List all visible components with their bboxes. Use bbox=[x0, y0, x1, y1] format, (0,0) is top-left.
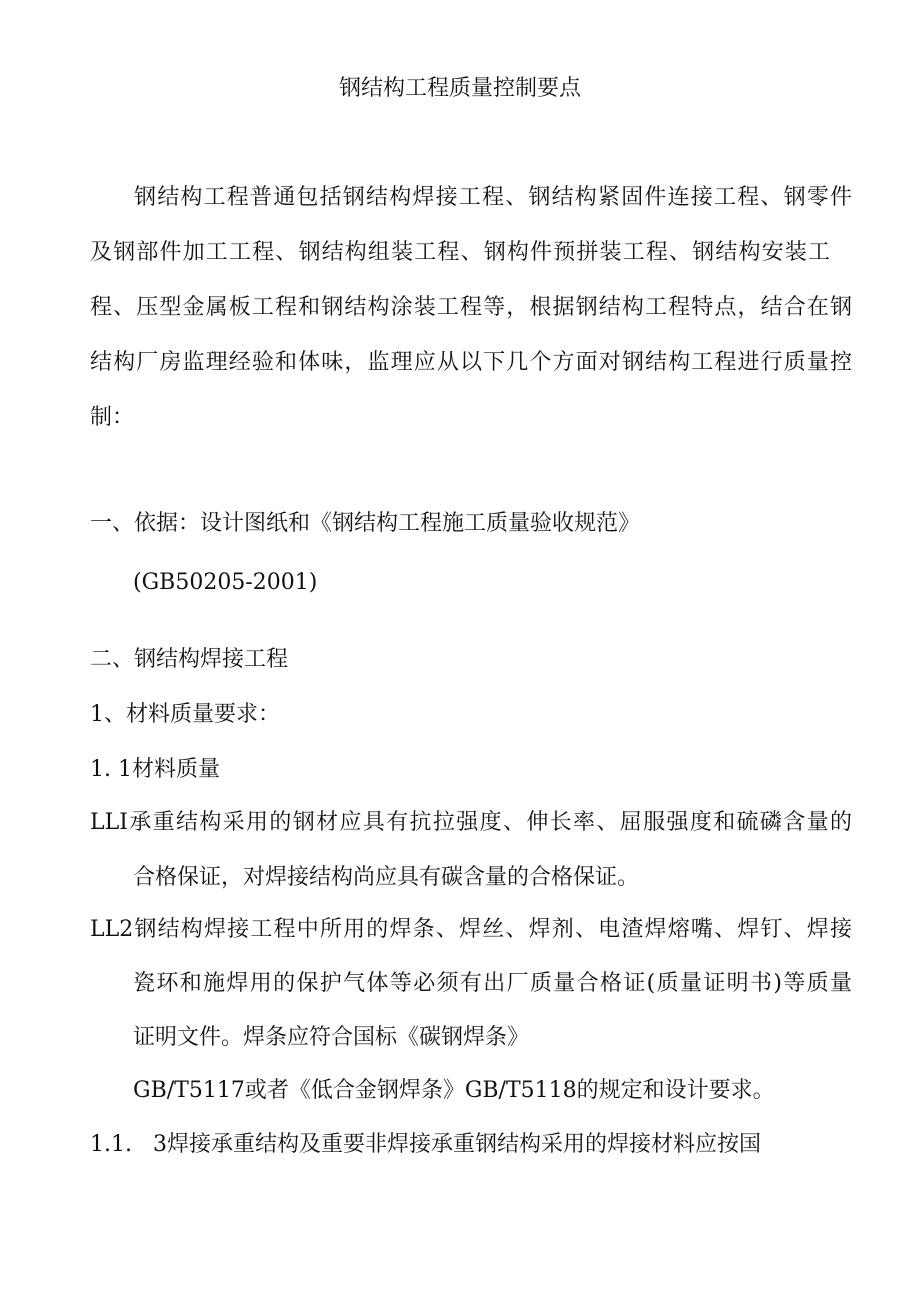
page-title: 钢结构工程质量控制要点 bbox=[338, 76, 581, 101]
clause-ll2-line-3: 证明文件。焊条应符合国标《碳钢焊条》 bbox=[133, 1025, 530, 1050]
clause-lli-line-2: 合格保证，对焊接结构尚应具有碳含量的合格保证。 bbox=[133, 865, 640, 890]
intro-line-1: 钢结构工程普通包括钢结构焊接工程、钢结构紧固件连接工程、钢零件 bbox=[134, 185, 852, 210]
clause-ll2-line-4: GB/T5117或者《低合金钢焊条》GB/T5118的规定和设计要求。 bbox=[133, 1078, 775, 1103]
clause-ll2-line-2: 瓷环和施焊用的保护气体等必须有出厂质量合格证(质量证明书)等质量 bbox=[133, 971, 852, 996]
section-basis-heading: 一、依据：设计图纸和《钢结构工程施工质量验收规范》 bbox=[90, 511, 641, 536]
intro-line-2: 及钢部件加工工程、钢结构组装工程、钢构件预拼装工程、钢结构安装工 bbox=[90, 240, 830, 265]
clause-ll2-line-1: LL2钢结构焊接工程中所用的焊条、焊丝、焊剂、电渣焊熔嘴、焊钉、焊接 bbox=[90, 917, 852, 942]
material-quality-heading: 1. 1材料质量 bbox=[90, 757, 220, 782]
clause-113-line-1: 1.1. 3焊接承重结构及重要非焊接承重钢结构采用的焊接材料应按国 bbox=[90, 1132, 761, 1157]
intro-line-4: 结构厂房监理经验和体味，监理应从以下几个方面对钢结构工程进行质量控 bbox=[90, 350, 852, 375]
intro-line-3: 程、压型金属板工程和钢结构涂装工程等，根据钢结构工程特点，结合在钢 bbox=[90, 295, 852, 320]
standard-code: (GB50205-2001) bbox=[133, 570, 318, 595]
clause-lli-line-1: LLI承重结构采用的钢材应具有抗拉强度、伸长率、屈服强度和硫磷含量的 bbox=[90, 810, 852, 835]
material-requirements-heading: 1、材料质量要求： bbox=[90, 702, 280, 727]
intro-line-5: 制： bbox=[90, 405, 135, 430]
section-welding-heading: 二、钢结构焊接工程 bbox=[90, 647, 289, 672]
